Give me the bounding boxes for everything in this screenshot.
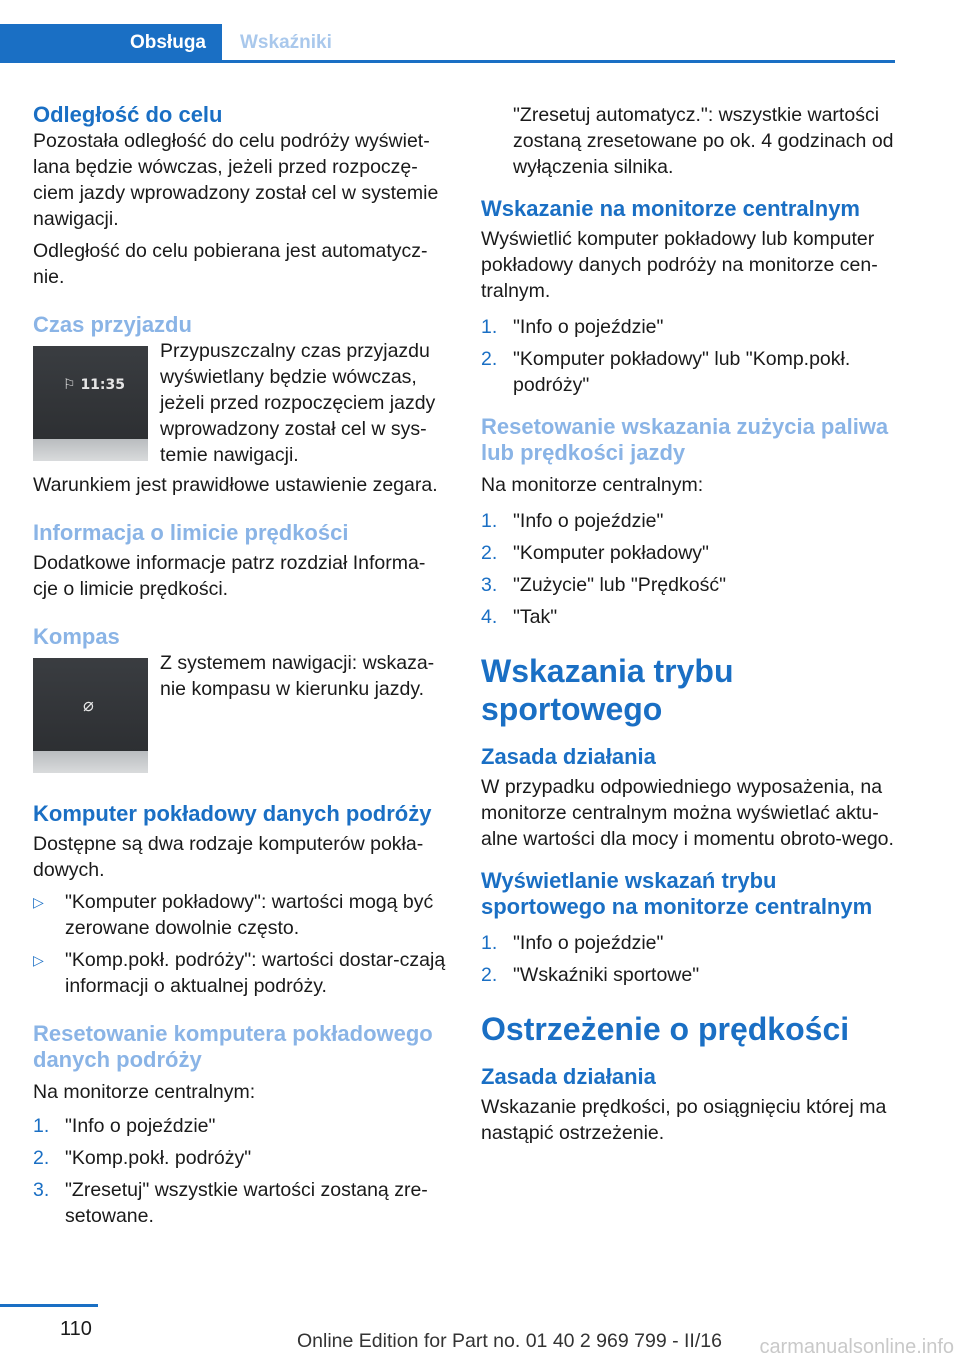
header-bar (0, 24, 895, 63)
step-list (33, 1113, 449, 1229)
right-column (481, 102, 897, 1146)
paragraph: W przypadku odpowiedniego wyposażenia, na monitorze centralnym można wyświetlać aktu‐alne wartości dla mocy i momentu obroto‐wego. (481, 776, 894, 850)
bullet-list (33, 889, 449, 999)
section-title-czas: Czas przyjazdu (33, 312, 192, 337)
compass-display-image (33, 658, 148, 773)
paragraph: Z systemem nawigacji: wskaza‐nie kompasu w kierunku jazdy. (160, 652, 435, 700)
paragraph: Dostępne są dwa rodzaje komputerów pokła‐dowych. (33, 833, 424, 881)
section-title-zasada-1: Zasada działania (481, 744, 656, 769)
compass-icon: ⌀ (83, 695, 94, 715)
step-list (481, 314, 897, 398)
list-item: 2. "Komp.pokł. podróży" (33, 1147, 252, 1169)
paragraph: Wyświetlić komputer pokładowy lub komputer pokładowy danych podróży na monitorze cen‐tralnym. (481, 228, 878, 302)
tab-obsluga[interactable] (0, 24, 222, 60)
list-item: 3. "Zużycie" lub "Prędkość" (481, 574, 727, 596)
paragraph: Warunkiem jest prawidłowe ustawienie zegara. (33, 474, 438, 496)
edition-text: Online Edition for Part no. 01 40 2 969 799 - II/16 (297, 1330, 722, 1352)
section-title-wyswietlanie: Wyświetlanie wskazań trybu sportowego na monitorze centralnym (481, 868, 873, 919)
paragraph: Odległość do celu pobierana jest automatycz‐nie. (33, 240, 428, 288)
list-item: ▷ "Komp.pokł. podróży": wartości dostar‐czają informacji o aktualnej podróży. (33, 949, 446, 997)
watermark: carmanualsonline.info (759, 1336, 954, 1358)
section-title-odleglosc: Odległość do celu (33, 102, 223, 127)
paragraph: Wskazanie prędkości, po osiągnięciu której ma nastąpić ostrzeżenie. (481, 1096, 887, 1144)
section-title-limit: Informacja o limicie prędkości (33, 520, 349, 545)
list-item: 2. "Komputer pokładowy" lub "Komp.pokł. podróży" (481, 348, 851, 396)
footer-rule (0, 1304, 98, 1307)
paragraph: Na monitorze centralnym: (33, 1081, 256, 1103)
section-title-zasada-2: Zasada działania (481, 1064, 656, 1089)
section-title-wskazanie: Wskazanie na monitorze centralnym (481, 196, 860, 221)
page-number: 110 (60, 1318, 92, 1340)
list-item: 1. "Info o pojeździe" (481, 932, 664, 954)
paragraph: Na monitorze centralnym: (481, 474, 704, 496)
clock-readout: ⚐ 11:35 (63, 377, 126, 393)
list-item: ▷ "Komputer pokładowy": wartości mogą być zerowane dowolnie często. (33, 891, 434, 939)
triangle-bullet-icon: ▷ (33, 952, 44, 968)
chapter-title-sport: Wskazania trybu sportowego (481, 653, 734, 727)
paragraph: Przypuszczalny czas przyjazdu wyświetlany będzie wówczas, jeżeli przed rozpoczęciem jazdy wprowadzony został cel w sys‐temie nawigacji. (160, 340, 436, 466)
triangle-bullet-icon: ▷ (33, 894, 44, 910)
arrival-time-display-image (33, 346, 148, 461)
step-list (481, 930, 897, 988)
chapter-title-ostrzezenie: Ostrzeżenie o prędkości (481, 1011, 850, 1047)
list-item: 2. "Wskaźniki sportowe" (481, 964, 700, 986)
list-item: 1. "Info o pojeździe" (481, 510, 664, 532)
list-item: 1. "Info o pojeździe" (481, 316, 664, 338)
list-item: 3. "Zresetuj" wszystkie wartości zostaną zre‐setowane. (33, 1179, 428, 1227)
section-title-kompas: Kompas (33, 624, 120, 649)
tab-wskazniki[interactable]: Wskaźniki (240, 32, 332, 53)
paragraph: Pozostała odległość do celu podróży wyświet‐lana będzie wówczas, jeżeli przed rozpoczę‐ciem jazdy wprowadzony został cel w systemie nawigacji. (33, 130, 439, 230)
list-item: 4. "Tak" (481, 606, 558, 628)
list-item: 1. "Info o pojeździe" (33, 1115, 216, 1137)
paragraph: Dodatkowe informacje patrz rozdział Informa‐cje o limicie prędkości. (33, 552, 426, 600)
paragraph: "Zresetuj automatycz.": wszystkie wartości zostaną zresetowane po ok. 4 godzinach od wyłączenia silnika. (513, 104, 894, 178)
section-title-reset-komputer: Resetowanie komputera pokładowego danych podróży (33, 1021, 433, 1072)
tab-obsluga-label: Obsługa (129, 32, 206, 53)
step-list (481, 508, 897, 630)
section-title-reset-zuzycie: Resetowanie wskazania zużycia paliwa lub prędkości jazdy (481, 414, 889, 465)
left-column (33, 102, 449, 1229)
list-item: 2. "Komputer pokładowy" (481, 542, 709, 564)
section-title-komputer: Komputer pokładowy danych podróży (33, 801, 432, 826)
